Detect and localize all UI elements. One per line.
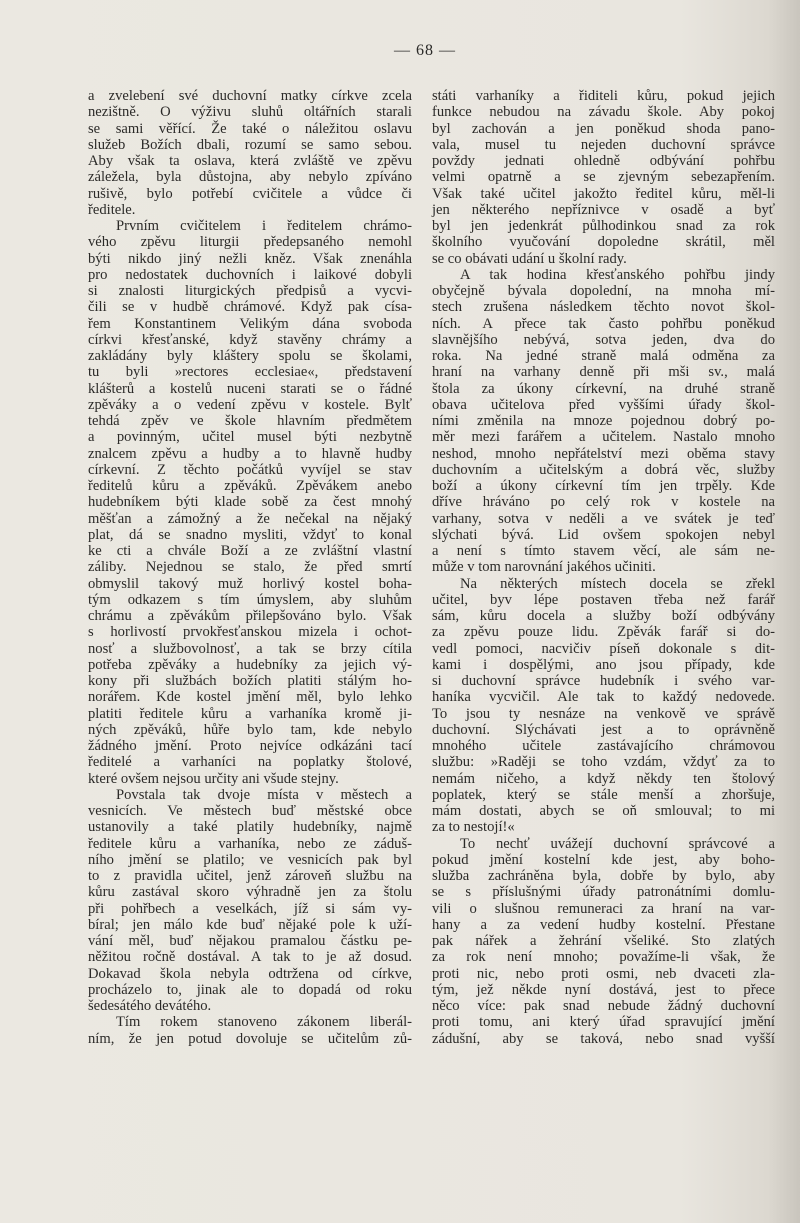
text-line: za rok není mnoho; považíme-li však, že [432, 949, 775, 966]
text-line: si duchovní správce hudebník i svého var- [432, 673, 775, 689]
text-line: za zpěvu pouze lidu. Zpěvák farář si do- [432, 624, 775, 641]
text-line: službu: »Raději se toho vzdám, vždyť za to [432, 754, 775, 771]
text-line: nezištně. O výživu sluhů oltářních starali [88, 104, 412, 121]
text-line: zpěváky a o vedení zpěvu v kostele. Bylť [88, 396, 412, 413]
text-line: mám dostati, abych se oň smlouval; to mi [432, 803, 775, 819]
text-line: Na některých místech docela se zřekl [460, 575, 775, 592]
text-line: To nechť uvážejí duchovní správcové a [460, 835, 775, 852]
text-line: obava učitelova před vyššími úřady škol- [432, 396, 775, 413]
text-line: učitel, byv lépe postaven třeba než farář [432, 591, 775, 608]
text-line: ředitele. [88, 201, 136, 218]
text-line: tehdá zpěv ve škole hlavním předmětem [88, 413, 412, 429]
text-line: zádušní, aby se taková, nebo snad vyšší [432, 1030, 775, 1047]
text-line: nosť a službovolnosť, a tak se brzy cítila [88, 640, 412, 657]
text-line: procházelo to, jinak ale to dopadá od roku [88, 981, 412, 998]
text-line: kůru zastával skoro výhradně jen za štolu [88, 884, 412, 901]
text-line: ke cti a chvále Boží a ze zvláštní vlastní [88, 543, 412, 559]
text-line: něco více: pak snad nebude žádný duchovní [432, 998, 775, 1014]
text-line: platiti ředitele kůru a varhaníka kromě ji- [88, 705, 412, 722]
text-line: vala, musel tu nejeden duchovní správce [432, 136, 775, 153]
text-line: To jsou ty nesnáze na venkově ve správě [432, 705, 775, 722]
text-line: slýchati bývá. Lid ovšem spokojen nebyl [432, 526, 775, 543]
text-line: církevní. Z těchto počátků vyvíjel se stav [88, 461, 412, 478]
text-line: s horlivostí prvokřesťanskou mizela i ochot- [88, 624, 412, 641]
text-line: si znalosti liturgických předpisů a vycvi- [88, 283, 412, 299]
text-line: šedesátého devátého. [88, 998, 212, 1014]
text-line: slavnějšího nebývá, sotva jeden, dva do [432, 331, 775, 348]
text-line: potřeba zpěváky a hudebníky za jejich vý- [88, 656, 412, 673]
text-line: duchovním a učitelským a dobrá věc, služby [432, 461, 775, 478]
text-line: které ovšem nejsou určity ani všude stejny. [88, 770, 339, 787]
text-line: se co obávati udání u školní rady. [432, 250, 627, 267]
text-line: ředitelů kůru a zpěváků. Zpěvákem anebo [88, 478, 412, 494]
text-line: sám, kůru docela a služby boží odbývány [432, 608, 775, 624]
text-line: neshod, mnoho nepřátelství mezi oběma stavy [432, 445, 775, 462]
text-line: norářem. Kde kostel jmění měl, bylo lehko [88, 689, 412, 706]
text-line: A tak hodina křesťanského pohřbu jindy [460, 266, 775, 283]
text-line: Prvním cvičitelem i ředitelem chrámo- [116, 218, 412, 234]
text-line: vili o slušnou remuneraci za hraní na var- [432, 900, 775, 917]
page-number: — 68 — [394, 42, 456, 59]
text-line: obyčejně bývala dopolední, na mnoha mí- [432, 283, 775, 299]
text-line: ustanovily a také platily hudebníky, najmě [88, 819, 412, 836]
text-line: vesnicích. Ve městech buď městské obce [88, 803, 412, 819]
text-line: vého zpěvu liturgii předepsaného nemohl [88, 234, 412, 251]
left-text-column [88, 88, 412, 1047]
text-line: vání měl, buď nějakou pramalou částku pe- [88, 933, 412, 949]
text-line: může v tom narovnání jakéhos učiniti. [432, 559, 656, 576]
text-line: ředitelé a varhaníci na poplatky štolové, [88, 754, 412, 771]
text-line: Však také učitel jakožto ředitel kůru, měl-li [432, 185, 775, 202]
text-line: znalcem zpěvu a hudby a to hlavně hudby [88, 445, 412, 462]
right-text-column [432, 88, 775, 1047]
text-line: jen některého nepříznivce v osadě a byť [432, 201, 775, 218]
text-line: byl zachován a jen poněkud shoda pano- [432, 120, 775, 137]
text-line: žádného jmění. Proto nejvíce odkázáni tací [88, 738, 412, 754]
text-line: se s příslušnými úřady patronátními domlu- [432, 884, 775, 901]
text-line: klášterů a kostelů nuceni starati se o řádné [88, 380, 412, 397]
text-line: dříve hráváno po celý rok v kostele na [432, 494, 775, 511]
text-line: se sami věřící. Že také o náležitou oslavu [88, 120, 412, 137]
text-line: církvi křesťanské, když stavěny chrámy a [88, 331, 412, 348]
text-line: haníka vycvičil. Ale tak to každý nedovede. [432, 689, 775, 706]
text-line: a povinným, učitel musel býti nezbytně [88, 429, 412, 446]
text-line: funkce nebudou na závadu škole. Aby pokoj [432, 104, 775, 121]
text-line: proti tomu, ani který úřad spravující jmění [432, 1014, 775, 1031]
text-line: ředitele kůru a varhaníka, nebo ze záduš- [88, 835, 412, 852]
text-line: proti nic, nebo proti osmi, neb dvaceti zla- [432, 965, 775, 982]
text-line: při pohřbech a veselkách, jíž si sám vy- [88, 900, 412, 917]
text-line: rušivě, bylo potřebí cvičitele a vůdce či [88, 185, 412, 202]
text-line: nemám ničeho, a když někdy ten štolový [432, 770, 775, 787]
text-line: varhany, sotva v neděli a ve svátek je teď [432, 510, 775, 527]
text-line: chrámu a zpěvákům přilepšováno bylo. Však [88, 608, 412, 624]
text-line: záležela, byla důstojna, aby nebylo zpíváno [88, 169, 412, 186]
text-line: býti nikdo jiný nežli kněz. Však znenáhla [88, 250, 412, 267]
text-line: byl jen jedenkrát půlhodinkou snad za rok [432, 218, 775, 234]
text-line: zakládány byly kláštery spolu se školami, [88, 348, 412, 364]
text-line: služba zachráněna byla, dobře by bylo, aby [432, 868, 775, 884]
text-line: měr mezi farářem a učitelem. Nastalo mnoho [432, 429, 775, 446]
text-line: plat, dá se snadno mysliti, vždyť to konal [88, 526, 412, 543]
text-line: ního jmění se platilo; ve vesnicích pak byl [88, 851, 412, 868]
text-line: Dokavad škola nebyla odtržena od církve, [88, 965, 412, 982]
text-line: poplatek, který se stále menší a zhoršuje, [432, 786, 775, 803]
text-line: tým, jež někde nyní dostává, jest to přece [432, 981, 775, 998]
text-line: boží a úkony církevní tím jen trpěly. Kde [432, 478, 775, 494]
text-line: čili se v hudbě chrámové. Když pak císa- [88, 299, 412, 316]
text-line: měšťan a zámožný a že nečekal na nějaký [88, 510, 412, 527]
text-line: pro nedostatek duchovních i laikové dobyli [88, 266, 412, 283]
text-line: štola za úkony církevní, na druhé straně [432, 380, 775, 397]
text-line: za to nestojí!« [432, 819, 515, 836]
text-line: kami i dospělými, ano jsou případy, kde [432, 656, 775, 673]
text-line: velmi opatrně a se zjevným sebezapřením. [432, 169, 775, 186]
text-line: služeb Božích dbali, rozumí se samo sebou. [88, 136, 412, 153]
text-line: obmyslil takový muž horlivý kostel boha- [88, 575, 412, 592]
text-line: tu byli »rectores ecclesiae«, představení [88, 364, 412, 381]
text-line: povždy jednati ohledně odbývání pohřbu [432, 153, 775, 169]
text-line: školního vyučování dopoledne skrátil, měl [432, 234, 775, 251]
text-line: to z pravidla učitel, jenž zároveň službu na [88, 868, 412, 884]
text-line: ných zpěváků, hůře bylo tam, kde nebylo [88, 721, 412, 738]
text-line: Aby však ta oslava, která zvláště ve zpěvu [88, 153, 412, 169]
text-line: pokud jmění kostelní kde jest, aby boho- [432, 851, 775, 868]
text-line: Povstala tak dvoje místa v městech a [116, 786, 412, 803]
text-line: řem Konstantinem Velikým dána svoboda [88, 315, 412, 332]
text-line: kony při službách božích platiti stálým ho- [88, 673, 412, 689]
text-line: a není s tímto stavem věcí, ale sám ne- [432, 543, 775, 559]
text-line: vedl pomoci, nacvičiv píseň dokonale s dit- [432, 640, 775, 657]
text-line: bíral; jen málo kde buď nějaké pole k uží- [88, 916, 412, 933]
text-line: tým odkazem s tím úmyslem, aby sluhům [88, 591, 412, 608]
text-line: pak nářek a žehrání všeliké. Sto zlatých [432, 933, 775, 949]
text-line: ních. A přece tak často pohřbu poněkud [432, 315, 775, 332]
text-line: ními změnila na mnoze pojednou dobrý po- [432, 413, 775, 429]
text-line: hudebníkem býti klade sobě za čest mnohý [88, 494, 412, 511]
text-line: mnohého učitele zastávajícího chrámovou [432, 738, 775, 754]
text-line: hany a za vedení hudby kostelní. Přestane [432, 916, 775, 933]
text-line: ním, že jen potud dovoluje se učitelům zů- [88, 1030, 412, 1047]
text-line: státi varhaníky a řiditeli kůru, pokud jejich [432, 88, 775, 104]
text-line: hraní na varhany denně při mši sv., malá [432, 364, 775, 381]
text-line: duchovní. Slýchávati jest a to oprávněně [432, 721, 775, 738]
text-line: záliby. Nejednou se stalo, že před smrtí [88, 559, 412, 576]
text-line: Tím rokem stanoveno zákonem liberál- [116, 1014, 412, 1031]
text-line: roka. Na jedné straně malá odměna za [432, 348, 775, 364]
text-line: stech zrušena následkem těchto novot škol- [432, 299, 775, 316]
text-line: něžitou ročně dostával. A tak to je až dosud. [88, 949, 412, 966]
text-line: a zvelebení své duchovní matky církve zcela [88, 88, 412, 104]
